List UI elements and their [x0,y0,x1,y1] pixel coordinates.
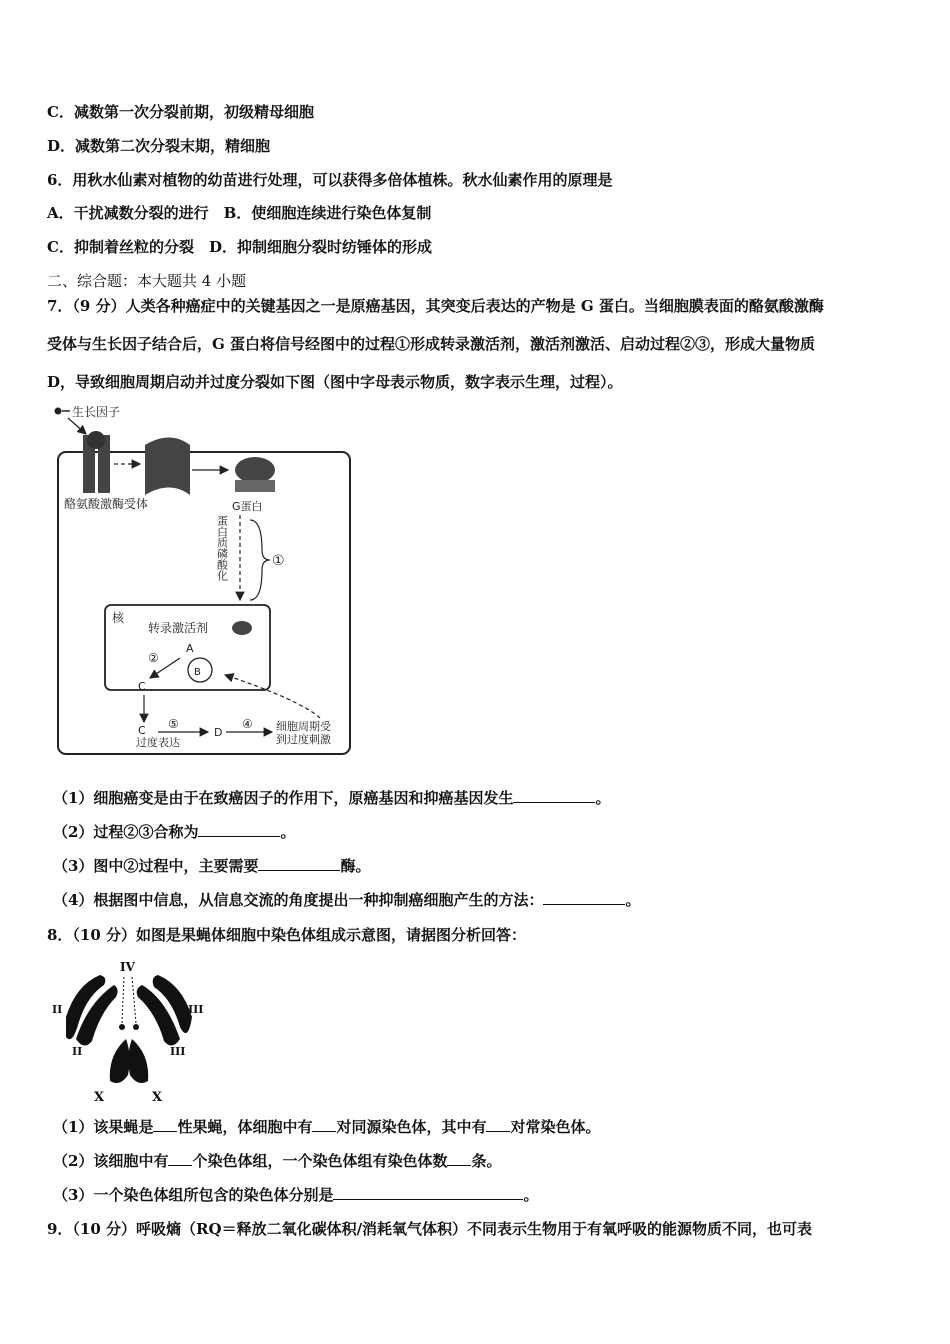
signal-pathway-figure [50,400,380,760]
q7-sub1-text: （1）细胞癌变是由于在致癌因子的作用下，原癌基因和抑癌基因发生 [53,789,514,807]
q6-stem: 6．用秋水仙素对植物的幼苗进行处理，可以获得多倍体植株。秋水仙素作用的原理是 [47,171,613,189]
q8-sub2-a: （2）该细胞中有 [53,1152,169,1170]
chromosome-iv-right [133,1024,139,1030]
q7-sub3-text: （3）图中②过程中，主要需要 [53,857,259,875]
process-2-label: ② [148,651,159,665]
q8-sub2-c: 条。 [471,1152,502,1170]
growth-factor-label: 生长因子 [72,405,121,419]
label-c-nucleus: C [138,680,146,693]
q8-sub2 [53,1151,501,1171]
process-5-label: ⑤ [168,717,179,731]
q8-sub1-c: 对同源染色体，其中有 [336,1118,487,1136]
q8-sub1-a: （1）该果蝇是 [53,1118,154,1136]
section-title: 二、综合题：本大题共 4 小题 [47,272,247,290]
overexpress-label: 过度表达 [136,736,180,749]
q9-stem: 9．（10 分）呼吸熵（RQ＝释放二氧化碳体积/消耗氧气体积）不同表示生物用于有氧呼吸的能源物质不同，也可表 [47,1220,813,1238]
chromosome-x-left [110,1039,130,1083]
label-ii-lower: II [72,1045,83,1058]
q8-sub2-blank1[interactable] [168,1151,192,1166]
q8-sub2-blank2[interactable] [447,1151,471,1166]
q7-sub2-end: 。 [280,823,296,841]
g-protein-label: G蛋白 [232,500,263,513]
q7-stem-line3: D，导致细胞周期启动并过度分裂如下图（图中字母表示物质，数字表示生理，过程）。 [47,373,623,391]
q8-sub1-blank2[interactable] [312,1117,336,1132]
q8-stem: 8．（10 分）如图是果蝇体细胞中染色体组成示意图，请据图分析回答： [47,926,527,944]
q6-options-cd: C．抑制着丝粒的分裂 D．抑制细胞分裂时纺锤体的形成 [47,238,432,256]
q7-sub2-text: （2）过程②③合称为 [53,823,199,841]
q8-sub1-blank3[interactable] [486,1117,510,1132]
q5-option-d: D．减数第二次分裂末期，精细胞 [47,137,271,155]
process-1-label: ① [272,553,285,569]
q7-stem-line2: 受体与生长因子结合后，G 蛋白将信号经图中的过程①形成转录激活剂，激活剂激活、启动过程②③，形成大量物质 [47,335,816,353]
q7-sub1-end: 。 [595,789,611,807]
q8-sub1-b: 性果蝇，体细胞中有 [177,1118,313,1136]
chromosome-figure [48,955,218,1105]
receptor-inactive [83,431,110,493]
label-d: D [214,726,223,739]
q8-sub3-text: （3）一个染色体组所包含的染色体分别是 [53,1186,334,1204]
growth-factor-dot [55,408,62,415]
cycle-label-line1: 细胞周期受 [276,720,331,733]
q7-sub4-text: （4）根据图中信息，从信息交流的角度提出一种抑制癌细胞产生的方法： [53,891,544,909]
chromosome-iv-left [119,1024,125,1030]
q6-options-ab: A．干扰减数分裂的进行 B．使细胞连续进行染色体复制 [47,204,432,222]
q8-sub2-b: 个染色体组，一个染色体组有染色体数 [192,1152,448,1170]
activator-label: 转录激活剂 [148,621,209,635]
q7-sub3-blank[interactable] [258,856,340,871]
receptor-label: 酪氨酸激酶受体 [64,497,149,511]
q8-sub3-end: 。 [523,1186,539,1204]
label-x2: X [152,1090,163,1105]
q8-sub3 [53,1185,538,1205]
q7-sub1 [53,788,610,808]
label-b: B [194,667,201,678]
q7-sub2-blank[interactable] [198,822,280,837]
q7-sub3 [53,856,370,876]
q7-sub1-blank[interactable] [513,788,595,803]
cascade-label: 蛋白质磷酸化 [215,515,229,581]
label-iv: IV [120,960,135,974]
label-ii-left: II [52,1003,63,1016]
q7-sub4-end: 。 [625,891,641,909]
label-c-outer: C [138,724,146,737]
label-iii-right: III [188,1003,204,1016]
activator-shape [232,621,252,635]
q5-option-c: C．减数第一次分裂前期，初级精母细胞 [47,103,314,121]
label-a: A [186,642,194,655]
process-4-label: ④ [242,717,253,731]
q7-sub2 [53,822,295,842]
q7-stem-line1: 7．（9 分）人类各种癌症中的关键基因之一是原癌基因，其突变后表达的产物是 G 蛋白。当细胞膜表面的酪氨酸激酶 [47,297,824,315]
q7-sub3-end: 酶。 [340,857,371,875]
q8-sub1-d: 对常染色体。 [510,1118,601,1136]
receptor-active [145,438,190,496]
q8-sub1-blank1[interactable] [153,1117,177,1132]
q7-sub4 [53,890,640,910]
nucleus-label: 核 [112,611,125,625]
chromosome-x-right [128,1039,148,1083]
q7-sub4-blank[interactable] [543,890,625,905]
label-iii-lower: III [170,1045,186,1058]
q8-sub1 [53,1117,601,1137]
label-x1: X [94,1090,105,1105]
g-protein-complex [235,457,275,492]
cycle-label-line2: 到过度刺激 [276,733,331,746]
q8-sub3-blank[interactable] [333,1185,523,1200]
